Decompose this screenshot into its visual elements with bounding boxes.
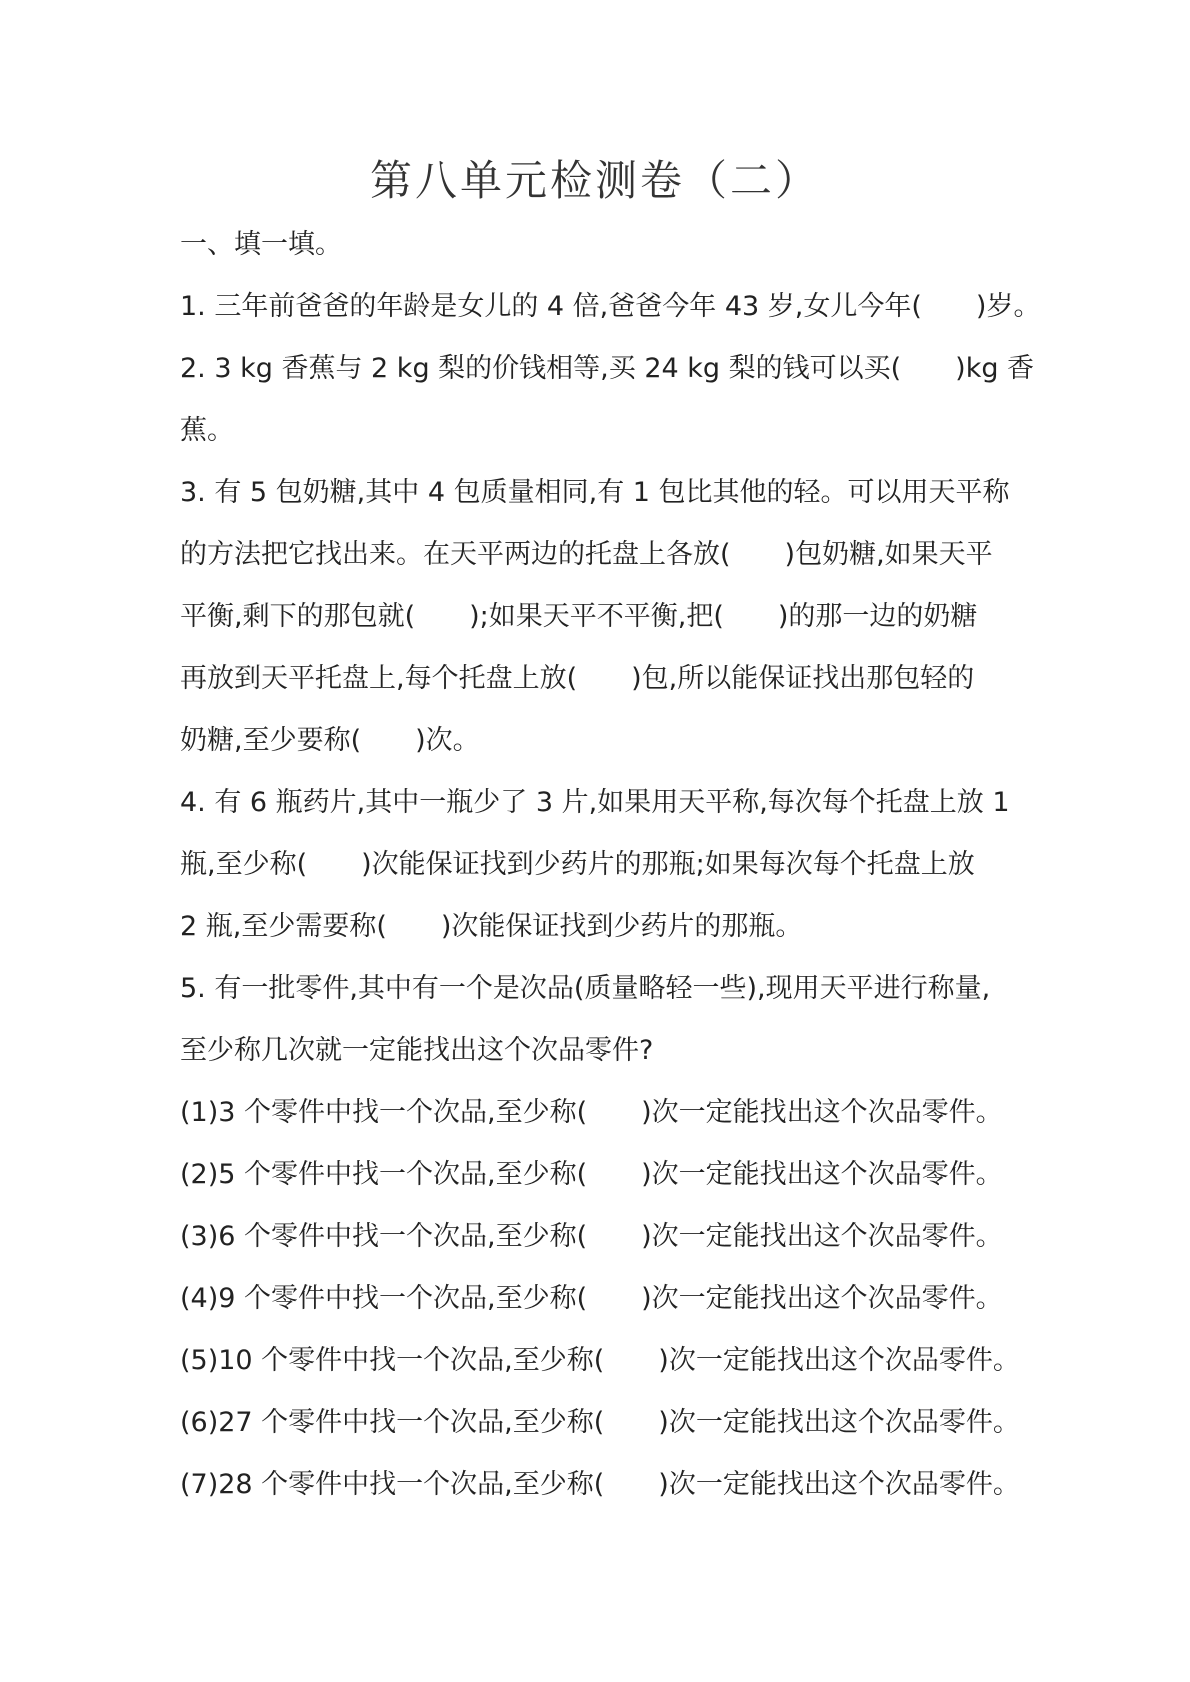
question-2-line-2: 蕉。 (180, 415, 234, 446)
question-3-line-5: 奶糖,至少要称( )次。 (180, 725, 480, 756)
question-5-line-1: 5. 有一批零件,其中有一个是次品(质量略轻一些),现用天平进行称量, (180, 973, 991, 1004)
question-5-sub-3: (3)6 个零件中找一个次品,至少称( )次一定能找出这个次品零件。 (180, 1221, 1003, 1252)
page-title: 第八单元检测卷（二） (369, 156, 820, 205)
section-heading: 一、填一填。 (180, 229, 342, 260)
question-section (180, 214, 1041, 1516)
question-3-line-3: 平衡,剩下的那包就( );如果天平不平衡,把( )的那一边的奶糖 (180, 601, 978, 632)
question-1-line-1: 1. 三年前爸爸的年龄是女儿的 4 倍,爸爸今年 43 岁,女儿今年( )岁。 (180, 291, 1041, 322)
question-5-sub-7: (7)28 个零件中找一个次品,至少称( )次一定能找出这个次品零件。 (180, 1469, 1020, 1500)
question-5-sub-6: (6)27 个零件中找一个次品,至少称( )次一定能找出这个次品零件。 (180, 1407, 1020, 1438)
question-3-line-4: 再放到天平托盘上,每个托盘上放( )包,所以能保证找出那包轻的 (180, 663, 975, 694)
question-4-line-2: 瓶,至少称( )次能保证找到少药片的那瓶;如果每次每个托盘上放 (180, 849, 975, 880)
question-5-sub-1: (1)3 个零件中找一个次品,至少称( )次一定能找出这个次品零件。 (180, 1097, 1003, 1128)
question-5-line-2: 至少称几次就一定能找出这个次品零件? (180, 1035, 654, 1066)
question-3-line-1: 3. 有 5 包奶糖,其中 4 包质量相同,有 1 包比其他的轻。可以用天平称 (180, 477, 1010, 508)
question-5-sub-5: (5)10 个零件中找一个次品,至少称( )次一定能找出这个次品零件。 (180, 1345, 1020, 1376)
question-5-sub-2: (2)5 个零件中找一个次品,至少称( )次一定能找出这个次品零件。 (180, 1159, 1003, 1190)
question-2-line-1: 2. 3 kg 香蕉与 2 kg 梨的价钱相等,买 24 kg 梨的钱可以买( )kg 香 (180, 353, 1035, 384)
question-4-line-1: 4. 有 6 瓶药片,其中一瓶少了 3 片,如果用天平称,每次每个托盘上放 1 (180, 787, 1010, 818)
question-4-line-3: 2 瓶,至少需要称( )次能保证找到少药片的那瓶。 (180, 911, 803, 942)
question-5-sub-4: (4)9 个零件中找一个次品,至少称( )次一定能找出这个次品零件。 (180, 1283, 1003, 1314)
question-3-line-2: 的方法把它找出来。在天平两边的托盘上各放( )包奶糖,如果天平 (180, 539, 993, 570)
